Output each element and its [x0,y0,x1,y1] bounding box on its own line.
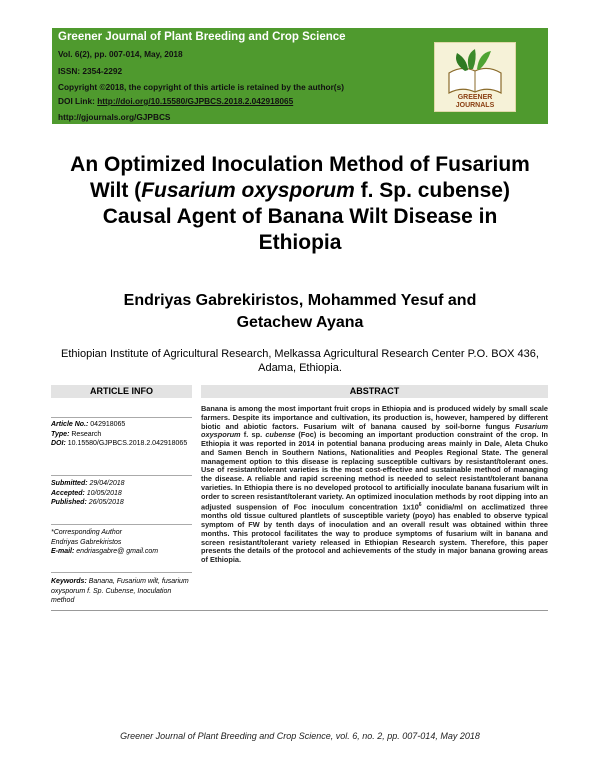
keywords-label: Keywords: [51,578,87,585]
published-label: Published: [51,499,87,506]
article-no-value: 042918065 [88,421,126,428]
authors [80,290,520,334]
doi-info-value: 10.15580/GJPBCS.2018.2.042918065 [65,440,188,447]
corresponding-label: *Corresponding Author [51,529,122,536]
greener-journals-logo [434,42,516,112]
title-text-2: f. Sp. cubense) Causal Agent of Banana Wilt Disease in Ethiopia [102,179,510,254]
logo-text-journals: JOURNALS [455,102,495,109]
copyright-line: Copyright ©2018, the copyright of this article is retained by the author(s) [58,82,344,92]
affiliation: Ethiopian Institute of Agricultural Research, Melkassa Agricultural Research Center P.O. BOX 436, Adama, Ethiopia. [61,348,539,374]
keywords-row [51,577,192,606]
type-row [51,430,192,440]
abstract-part-b: f. sp. [240,430,266,440]
email-value[interactable]: endriasgabre@ gmail.com [74,548,159,555]
submitted-label: Submitted: [51,480,88,487]
published-value: 26/05/2018 [86,499,124,506]
abstract-part-c: (Foc) is becoming an important production constraint of the crop. In Ethiopia it was reported in 2014 in potential banana producing areas mainly in Dale, Aleta Chuko and Samen Bench in Southern Nations, Nationalities and Peoples Regional State. The general management option to this disease is replacing susceptible cultivars by resistant/tolerant ones. Use of resistant/tolerant varieties is the most cost-effective and sustainable method of managing the disease. A reliable and rapid screening method is needed to select resistant/tolerant banana varieties. In Ethiopia there is no developed protocol to artificially inoculate banana fusarium wilt in order to screen resistant/tolerant variety. An optimized inoculation methods by root dipping into an adjusted suspension of Foc inoculum concentration 1x10 [201,430,548,512]
article-title [60,152,540,256]
keywords-value: Banana, Fusarium wilt, fusarium oxysporum f. Sp. Cubense, Inoculation method [51,578,189,604]
authors-line-1: Endriyas Gabrekiristos, Mohammed Yesuf and [123,292,477,309]
corresponding-name: Endriyas Gabrekiristos [51,538,122,546]
volume-line: Vol. 6(2), pp. 007-014, May, 2018 [58,49,183,59]
issn-line: ISSN: 2354-2292 [58,66,123,76]
footer-citation: Greener Journal of Plant Breeding and Crop Science, vol. 6, no. 2, pp. 007-014, May 2018 [120,731,480,741]
abstract-part-d: conidia/ml on acclimatized three months old tissue cultured plantlets of susceptible variety (poyo) has enabled to observe typical symptom of FW by tenth days of inoculation and an overall result was obtained within three months. This protocol facilitates the way to produce symptoms of fusarium wilt in banana and screen resistant/tolerant variety released in Ethiopian Research system. Therefore, this paper presents the details of the protocol and achievements of the study in major banana growing areas of Ethiopia. [201,502,548,565]
article-no-label: Article No.: [51,421,89,428]
doi-row [51,439,192,449]
abstract-part-a: Banana is among the most important fruit crops in Ethiopia and is produced widely by small scale farmers. Despite its importance and cultivation, its production is, however, hampered by different biotic and abiotic factors. Fusarium wilt of banana caused by soil-borne fungus [201,404,548,431]
type-value: Research [69,430,102,438]
article-meta-block [51,417,192,449]
journal-name: Greener Journal of Plant Breeding and Crop Science [58,31,346,43]
keywords-block [51,572,192,606]
accepted-value: 10/05/2018 [84,489,122,497]
abstract-heading: ABSTRACT [201,385,548,398]
title-text-1: An Optimized Inoculation Method of Fusarium Wilt ( [70,153,530,202]
doi-label: DOI Link: [58,96,98,106]
email-row [51,547,192,557]
corresponding-block [51,524,192,557]
published-row [51,498,192,508]
submitted-row [51,479,192,489]
article-info-heading: ARTICLE INFO [51,385,192,398]
submitted-value: 29/04/2018 [87,480,125,487]
abstract-superscript: 6 [418,502,422,509]
abstract-italic-a: Fusarium oxysporum [201,421,548,440]
doi-link[interactable]: http://doi.org/10.15580/GJPBCS.2018.2.042918065 [97,96,294,106]
accepted-row [51,489,192,499]
type-label: Type: [51,430,70,438]
accepted-label: Accepted: [51,489,85,497]
website-link[interactable]: http://gjournals.org/GJPBCS [58,112,171,122]
doi-info-label: DOI: [51,440,66,447]
abstract-text [201,405,548,565]
doi-line [58,96,293,106]
bottom-rule [51,610,548,611]
article-no-row [51,420,192,430]
email-label: E-mail: [51,548,75,555]
logo-text-greener: GREENER [457,94,493,101]
title-italic: Fusarium oxysporum [141,179,355,202]
abstract-italic-b: cubense [265,430,296,440]
authors-line-2: Getachew Ayana [236,314,364,331]
dates-block [51,475,192,508]
